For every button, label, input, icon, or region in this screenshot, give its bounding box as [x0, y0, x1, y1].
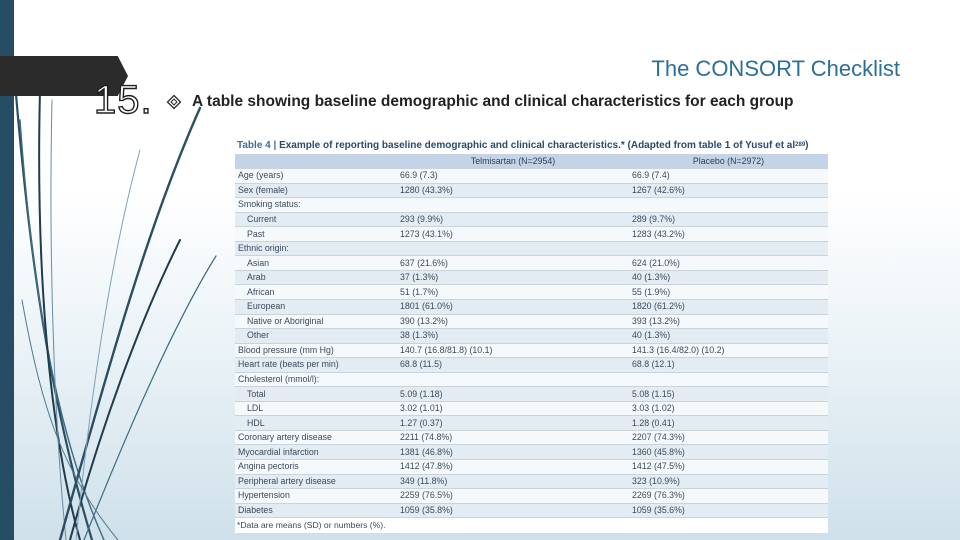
row-label: Ethnic origin: — [235, 241, 397, 256]
table-row — [235, 227, 828, 242]
row-label: Peripheral artery disease — [235, 474, 397, 489]
table-row — [235, 169, 828, 184]
table-caption-end: ) — [805, 140, 809, 151]
row-label: Arab — [235, 270, 397, 285]
placebo-value: 3.03 (1.02) — [629, 401, 828, 416]
row-label: Myocardial infarction — [235, 445, 397, 460]
placebo-value: 5.08 (1.15) — [629, 387, 828, 402]
placebo-value: 1267 (42.6%) — [629, 183, 828, 198]
row-label: Cholesterol (mmol/l): — [235, 372, 397, 387]
table-row — [235, 503, 828, 518]
table-row — [235, 401, 828, 416]
telmisartan-value: 2259 (76.5%) — [397, 489, 629, 504]
table-row — [235, 183, 828, 198]
placebo-value: 40 (1.3%) — [629, 329, 828, 344]
row-label: Hypertension — [235, 489, 397, 504]
placebo-value: 323 (10.9%) — [629, 474, 828, 489]
row-label: LDL — [235, 401, 397, 416]
table-row — [235, 430, 828, 445]
table-row — [235, 474, 828, 489]
placebo-value: 68.8 (12.1) — [629, 358, 828, 373]
telmisartan-value: 51 (1.7%) — [397, 285, 629, 300]
table-row — [235, 285, 828, 300]
telmisartan-value: 2211 (74.8%) — [397, 430, 629, 445]
placebo-value — [629, 372, 828, 387]
telmisartan-value: 1801 (61.0%) — [397, 299, 629, 314]
table-row — [235, 372, 828, 387]
telmisartan-value — [397, 198, 629, 213]
placebo-value — [629, 198, 828, 213]
telmisartan-value: 1273 (43.1%) — [397, 227, 629, 242]
telmisartan-value: 1.27 (0.37) — [397, 416, 629, 431]
telmisartan-value: 637 (21.6%) — [397, 256, 629, 271]
telmisartan-value: 3.02 (1.01) — [397, 401, 629, 416]
header-placebo: Placebo (N=2972) — [629, 154, 828, 169]
row-label: European — [235, 299, 397, 314]
table-caption-text: Example of reporting baseline demographic and clinical characteristics.* (Adapted from table 1 of Yusuf et al — [279, 140, 796, 151]
placebo-value: 1820 (61.2%) — [629, 299, 828, 314]
table-row — [235, 314, 828, 329]
placebo-value: 2269 (76.3%) — [629, 489, 828, 504]
telmisartan-value — [397, 372, 629, 387]
placebo-value: 1.28 (0.41) — [629, 416, 828, 431]
table-row — [235, 241, 828, 256]
table-row — [235, 416, 828, 431]
slide-title: The CONSORT Checklist — [651, 56, 900, 81]
table-row — [235, 299, 828, 314]
placebo-value: 393 (13.2%) — [629, 314, 828, 329]
placebo-value: 1412 (47.5%) — [629, 459, 828, 474]
telmisartan-value: 140.7 (16.8/81.8) (10.1) — [397, 343, 629, 358]
placebo-value: 1360 (45.8%) — [629, 445, 828, 460]
placebo-value — [629, 241, 828, 256]
telmisartan-value: 1412 (47.8%) — [397, 459, 629, 474]
telmisartan-value: 38 (1.3%) — [397, 329, 629, 344]
bullet-point — [166, 92, 794, 112]
telmisartan-value: 390 (13.2%) — [397, 314, 629, 329]
table-row — [235, 445, 828, 460]
placebo-value: 2207 (74.3%) — [629, 430, 828, 445]
placebo-value: 40 (1.3%) — [629, 270, 828, 285]
row-label: Past — [235, 227, 397, 242]
table-row — [235, 256, 828, 271]
table-caption-ref: 289 — [795, 142, 806, 148]
header-telmisartan: Telmisartan (N=2954) — [397, 154, 629, 169]
table-row — [235, 489, 828, 504]
telmisartan-value: 1280 (43.3%) — [397, 183, 629, 198]
row-label: African — [235, 285, 397, 300]
table-row — [235, 358, 828, 373]
placebo-value: 1283 (43.2%) — [629, 227, 828, 242]
row-label: Current — [235, 212, 397, 227]
table-row — [235, 459, 828, 474]
telmisartan-value: 66.9 (7.3) — [397, 169, 629, 184]
table-row — [235, 198, 828, 213]
row-label: Blood pressure (mm Hg) — [235, 343, 397, 358]
table-header-row — [235, 154, 828, 169]
table-caption — [235, 137, 828, 154]
table-footnote: *Data are means (SD) or numbers (%). — [237, 520, 386, 531]
diamond-outline-icon — [166, 94, 182, 110]
baseline-characteristics-table — [235, 154, 828, 518]
row-label: Angina pectoris — [235, 459, 397, 474]
row-label: Asian — [235, 256, 397, 271]
row-label: Diabetes — [235, 503, 397, 518]
slide-number: 15. — [94, 78, 153, 122]
telmisartan-value: 349 (11.8%) — [397, 474, 629, 489]
bullet-text: A table showing baseline demographic and clinical characteristics for each group — [192, 93, 794, 110]
telmisartan-value: 68.8 (11.5) — [397, 358, 629, 373]
table-row — [235, 212, 828, 227]
row-label: HDL — [235, 416, 397, 431]
telmisartan-value: 1381 (46.8%) — [397, 445, 629, 460]
table-row — [235, 387, 828, 402]
telmisartan-value: 293 (9.9%) — [397, 212, 629, 227]
row-label: Other — [235, 329, 397, 344]
row-label: Heart rate (beats per min) — [235, 358, 397, 373]
placebo-value: 66.9 (7.4) — [629, 169, 828, 184]
row-label: Total — [235, 387, 397, 402]
telmisartan-value — [397, 241, 629, 256]
row-label: Sex (female) — [235, 183, 397, 198]
row-label: Age (years) — [235, 169, 397, 184]
table-label: Table 4 | — [237, 140, 277, 151]
telmisartan-value: 1059 (35.8%) — [397, 503, 629, 518]
placebo-value: 141.3 (16.4/82.0) (10.2) — [629, 343, 828, 358]
table-row — [235, 343, 828, 358]
row-label: Native or Aboriginal — [235, 314, 397, 329]
placebo-value: 289 (9.7%) — [629, 212, 828, 227]
telmisartan-value: 37 (1.3%) — [397, 270, 629, 285]
placebo-value: 624 (21.0%) — [629, 256, 828, 271]
header-characteristic — [235, 154, 397, 169]
placebo-value: 1059 (35.6%) — [629, 503, 828, 518]
row-label: Coronary artery disease — [235, 430, 397, 445]
table-row — [235, 329, 828, 344]
row-label: Smoking status: — [235, 198, 397, 213]
baseline-table-figure — [235, 137, 828, 533]
placebo-value: 55 (1.9%) — [629, 285, 828, 300]
telmisartan-value: 5.09 (1.18) — [397, 387, 629, 402]
table-row — [235, 270, 828, 285]
